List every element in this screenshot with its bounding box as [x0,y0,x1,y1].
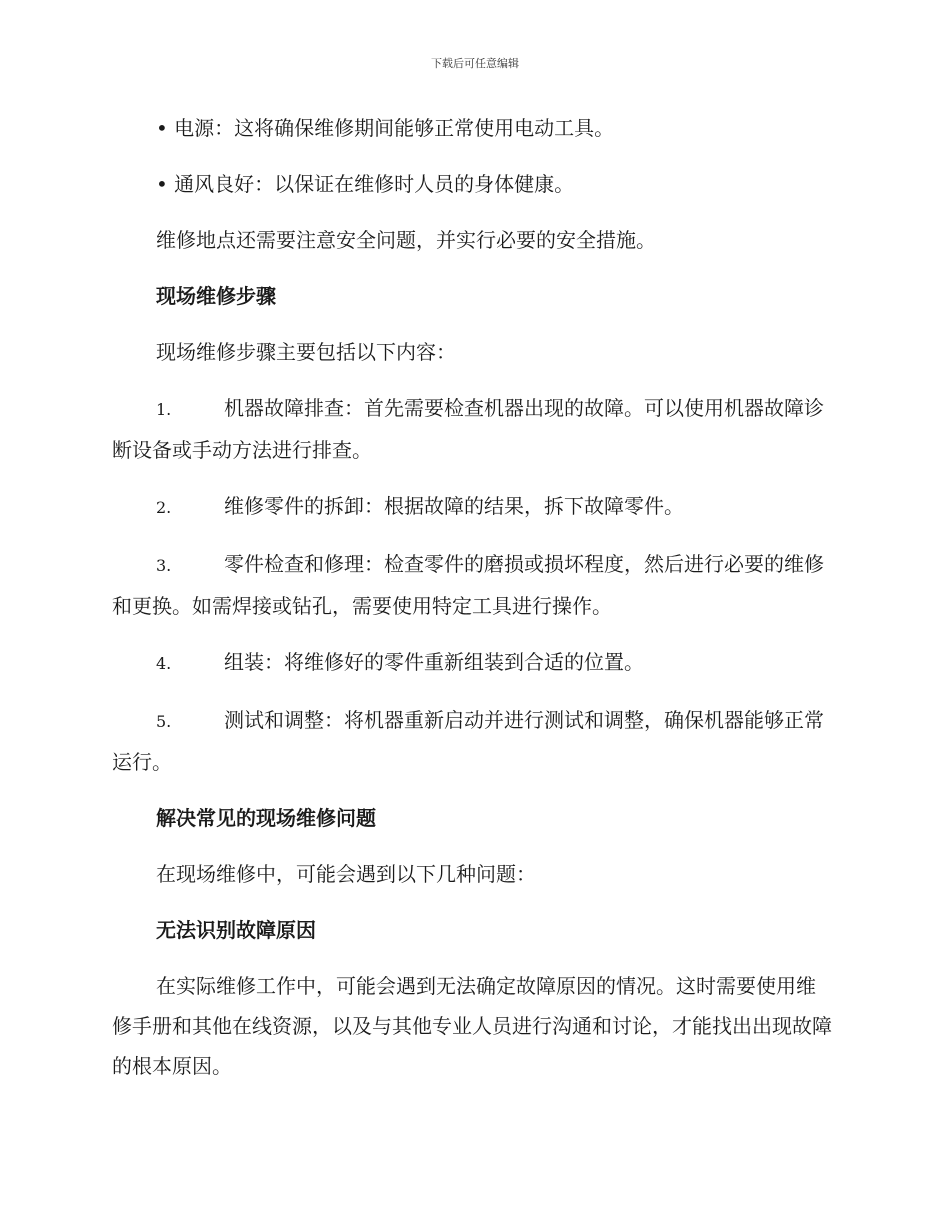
steps-list [112,388,832,782]
list-item [112,486,832,528]
list-item-text: 零件检查和修理：检查零件的磨损或损坏程度，然后进行必要的维修和更换。如需焊接或钻孔，需要使用特定工具进行操作。 [112,552,824,618]
document-body [112,108,832,1102]
list-item [112,642,832,684]
common-intro-paragraph: 在现场维修中，可能会遇到以下几种问题： [156,862,536,886]
safety-paragraph: 维修地点还需要注意安全问题，并实行必要的安全措施。 [156,228,656,252]
steps-intro-paragraph: 现场维修步骤主要包括以下内容： [156,340,456,364]
list-item-text: 组装：将维修好的零件重新组装到合适的位置。 [224,650,644,674]
list-item [112,700,832,782]
list-item-number: 5. [156,712,172,731]
list-item-number: 3. [156,556,172,575]
list-item-number: 2. [156,498,172,517]
identify-paragraph: 在实际维修工作中，可能会遇到无法确定故障原因的情况。这时需要使用维修手册和其他在线资源，以及与其他专业人员进行沟通和讨论，才能找出出现故障的根本原因。 [112,974,832,1078]
list-item-text: 机器故障排查：首先需要检查机器出现的故障。可以使用机器故障诊断设备或手动方法进行排查。 [112,396,824,462]
list-item [112,388,832,470]
heading-unidentified-fault: 无法识别故障原因 [156,918,316,942]
bullet-power: • 电源：这将确保维修期间能够正常使用电动工具。 [156,116,615,140]
heading-onsite-steps: 现场维修步骤 [156,284,276,308]
list-item-text: 维修零件的拆卸：根据故障的结果，拆下故障零件。 [224,494,684,518]
list-item [112,544,832,626]
list-item-number: 1. [156,400,172,419]
list-item-text: 测试和调整：将机器重新启动并进行测试和调整，确保机器能够正常运行。 [112,708,824,774]
list-item-number: 4. [156,654,172,673]
page-header: 下载后可任意编辑 [431,57,519,70]
bullet-ventilation: • 通风良好：以保证在维修时人员的身体健康。 [156,172,575,196]
heading-common-issues: 解决常见的现场维修问题 [156,806,376,830]
